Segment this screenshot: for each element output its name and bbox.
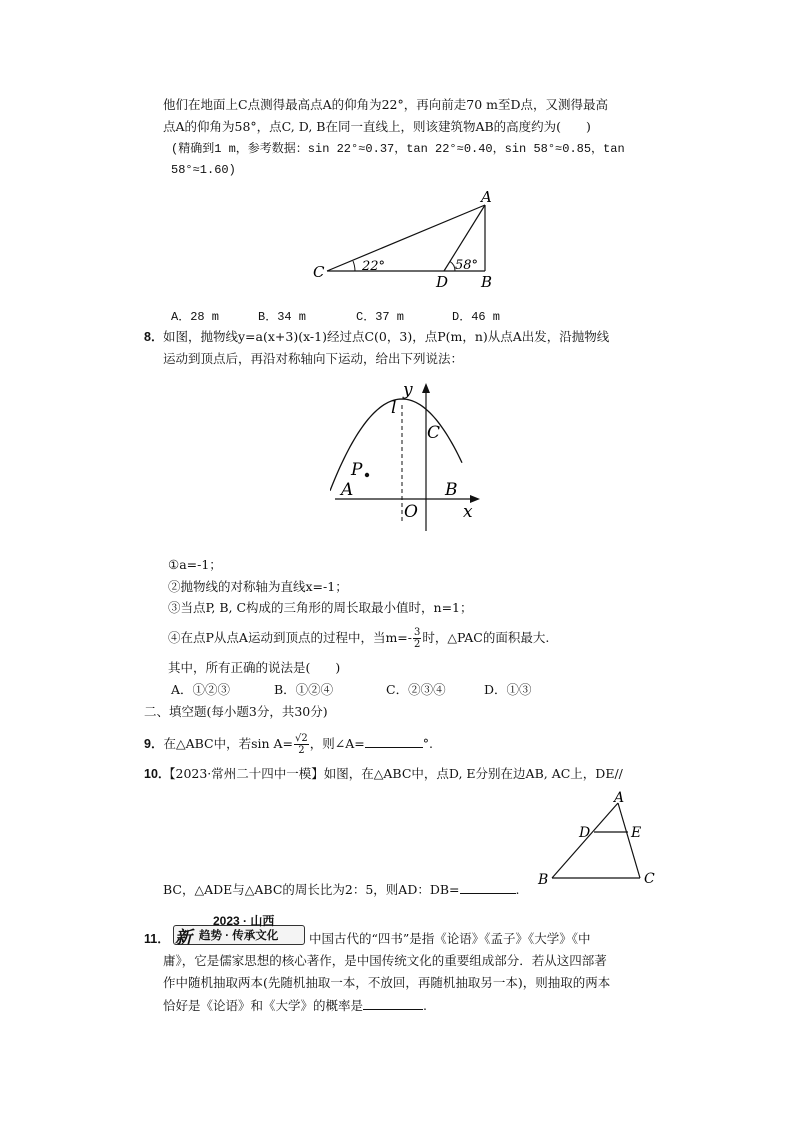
q8-label-a: A bbox=[341, 480, 354, 500]
q9-post2: °. bbox=[422, 736, 433, 751]
section-heading: 二、填空题(每小题3分，共30分) bbox=[144, 704, 328, 719]
q9-answer-blank[interactable] bbox=[365, 734, 423, 748]
q10-label-a: A bbox=[614, 790, 625, 806]
q8-statement-1: ①a=-1； bbox=[168, 557, 222, 572]
q11-line4-post: . bbox=[423, 998, 427, 1013]
q9-fraction-den: 2 bbox=[298, 745, 305, 756]
q8-label-c: C bbox=[427, 423, 441, 443]
q10-number: 10． bbox=[144, 767, 171, 781]
q7-label-a: A bbox=[481, 188, 492, 206]
q11-badge-big: 新 bbox=[175, 928, 192, 947]
q9-fraction-num: √2 bbox=[295, 733, 308, 744]
q8-label-x: x bbox=[463, 502, 473, 522]
q9 bbox=[144, 733, 433, 756]
q8-ask: 其中，所有正确的说法是( ) bbox=[168, 660, 341, 675]
q8-fraction-den: 2 bbox=[414, 639, 421, 650]
q11-line3: 作中随机抽取两本(先随机抽取一本，不放回，再随机抽取另一本)，则抽取的两本 bbox=[163, 975, 611, 990]
q8-label-y: y bbox=[403, 380, 413, 400]
q7-option-a: A．28 m bbox=[171, 310, 220, 324]
q11-line4-pre: 恰好是《论语》和《大学》的概率是 bbox=[163, 998, 364, 1013]
q8-option-d: D．①③ bbox=[484, 682, 532, 697]
q7-line1: 他们在地面上C点测得最高点A的仰角为22°，再向前走70 m至D点，又测得最高 bbox=[163, 97, 609, 112]
q8-label-p: P bbox=[351, 460, 363, 480]
q10-line1: 【2023·常州二十四中一模】如图，在△ABC中，点D, E分别在边AB, AC上，DE// bbox=[163, 766, 623, 781]
q11-line4 bbox=[163, 996, 427, 1015]
q11-line1: 中国古代的“四书”是指《论语》《孟子》《大学》《中 bbox=[309, 931, 591, 946]
q8-option-b: B．①②④ bbox=[274, 682, 334, 697]
q8-statement-4-post: 时，△PAC的面积最大. bbox=[422, 630, 550, 645]
q10-answer-blank[interactable] bbox=[460, 880, 516, 894]
q9-post1: ，则∠A= bbox=[309, 736, 365, 751]
q8-statement-4 bbox=[168, 627, 549, 650]
q9-number: 9． bbox=[144, 737, 164, 751]
q8-statement-2: ②抛物线的对称轴为直线x=-1； bbox=[168, 579, 348, 594]
q8-number: 8． bbox=[144, 330, 164, 344]
q7-label-b: B bbox=[481, 273, 493, 291]
q11-number: 11． bbox=[144, 932, 170, 946]
q8-statement-3: ③当点P, B, C构成的三角形的周长取最小值时，n=1； bbox=[168, 600, 473, 615]
q9-pre: 在△ABC中，若sin A= bbox=[163, 736, 294, 751]
q8-fraction-num: 3 bbox=[414, 627, 421, 638]
q11-badge bbox=[173, 913, 305, 947]
q8-statement-4-pre: ④在点P从点A运动到顶点的过程中，当m=- bbox=[168, 630, 412, 645]
q10-label-b: B bbox=[538, 872, 549, 888]
q7-option-d: D．46 m bbox=[452, 310, 501, 324]
q7-label-d: D bbox=[436, 273, 449, 291]
q8-option-a: A．①②③ bbox=[171, 682, 231, 697]
q10-label-e: E bbox=[631, 825, 642, 841]
q8-label-b: B bbox=[445, 480, 458, 500]
q7-option-c: C．37 m bbox=[356, 310, 405, 324]
q7-line4: 58°≈1.60) bbox=[171, 163, 236, 177]
q7-triangle-figure bbox=[305, 185, 505, 295]
q10-line2 bbox=[163, 880, 520, 899]
q7-angle-22: 22° bbox=[362, 259, 386, 274]
q7-angle-58: 58° bbox=[455, 258, 479, 273]
q8-option-c: C．②③④ bbox=[386, 682, 446, 697]
q10-triangle-figure bbox=[532, 790, 662, 890]
q10-line2-pre: BC，△ADE与△ABC的周长比为2：5，则AD：DB= bbox=[163, 882, 460, 897]
q8-label-o: O bbox=[404, 502, 418, 522]
q8-parabola-figure bbox=[330, 375, 490, 535]
q11-line2: 庸》，它是儒家思想的核心著作，是中国传统文化的重要组成部分．若从这四部著 bbox=[163, 953, 607, 968]
q7-label-c: C bbox=[313, 263, 325, 281]
q7-line3: (精确到1 m，参考数据：sin 22°≈0.37，tan 22°≈0.40，sin 58°≈0.85，tan bbox=[171, 142, 625, 156]
q9-fraction bbox=[294, 733, 309, 756]
q8-line2: 运动到顶点后，再沿对称轴向下运动，给出下列说法： bbox=[163, 351, 464, 366]
q8-line1: 如图，抛物线y=a(x+3)(x-1)经过点C(0，3)，点P(m，n)从点A出发，沿抛物线 bbox=[163, 329, 610, 344]
q7-line2: 点A的仰角为58°，点C, D, B在同一直线上，则该建筑物AB的高度约为( ) bbox=[163, 119, 591, 134]
q8-fraction bbox=[413, 627, 421, 650]
q10-label-c: C bbox=[644, 871, 655, 887]
q11-badge-small: 趋势 · 传承文化 bbox=[199, 930, 279, 942]
q11-answer-blank[interactable] bbox=[363, 996, 423, 1010]
q10-line2-post: . bbox=[515, 882, 520, 897]
q7-option-b: B．34 m bbox=[258, 310, 307, 324]
q11-badge-year: 2023 · 山西 bbox=[213, 914, 275, 928]
q10-label-d: D bbox=[579, 825, 591, 841]
q8-label-l: l bbox=[391, 398, 397, 418]
